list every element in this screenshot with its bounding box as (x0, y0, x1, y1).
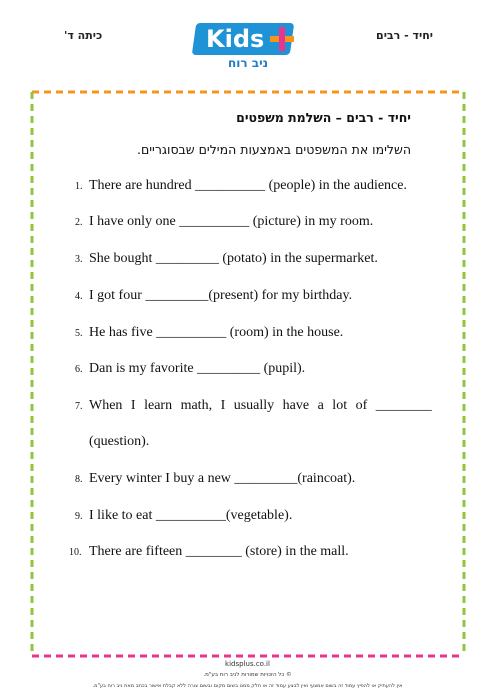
worksheet-title: יחיד - רבים – השלמת משפטים (236, 110, 411, 125)
question-4 (75, 287, 425, 306)
question-8 (75, 470, 425, 489)
question-text: She bought _________ (potato) in the supermarket. (89, 251, 378, 266)
question-text: Dan is my favorite _________ (pupil). (89, 361, 306, 376)
question-number: 7. (75, 401, 83, 412)
question-text: I have only one __________ (picture) in my room. (89, 214, 374, 229)
question-number: 2. (75, 217, 83, 228)
footer-site: kidsplus.co.il (225, 660, 270, 668)
question-2 (75, 213, 425, 232)
plus-icon (270, 27, 294, 51)
question-5 (75, 324, 425, 343)
question-text: Every winter I buy a new _________(raincoat). (89, 471, 356, 486)
question-number: 10. (69, 547, 82, 558)
logo-subtitle: ניב רוח (228, 56, 269, 70)
kidsplus-logo (190, 21, 310, 73)
class-label: כיתה ד' (64, 29, 103, 42)
question-number: 6. (75, 364, 83, 375)
question-1 (75, 177, 425, 196)
question-text: There are hundred __________ (people) in the audience. (89, 178, 407, 193)
question-text: When I learn math, I usually have a lot of ________ (89, 398, 432, 413)
question-number: 3. (75, 254, 83, 265)
question-7 (75, 397, 432, 416)
logo-word: Kids (206, 25, 265, 53)
question-text: There are fifteen ________ (store) in the mall. (89, 544, 349, 559)
question-number: 5. (75, 328, 83, 339)
question-10 (69, 543, 419, 562)
question-6 (75, 360, 425, 379)
topic-label: יחיד - רבים (376, 29, 433, 42)
question-3 (75, 250, 425, 269)
question-text: I like to eat __________(vegetable). (89, 508, 293, 523)
question-text-continuation: (question). (89, 434, 150, 449)
question-number: 1. (75, 181, 83, 192)
question-7-continuation (75, 433, 425, 451)
worksheet-instruction: השלימו את המשפטים באמצעות המילים שבסוגריים. (136, 142, 411, 157)
question-text: I got four _________(present) for my birthday. (89, 288, 353, 303)
footer-legal: אין להעתיק או להפיץ עמוד זה בשום אמצעי ואין לבצע עמוד זה או חלק ממנו בשום מקום ובשום צורה ללא קבלת אישור בכתב מאת ניב רוח בע"מ. (92, 683, 403, 689)
question-number: 4. (75, 291, 83, 302)
question-9 (75, 507, 425, 526)
question-text: He has five __________ (room) in the house. (89, 325, 344, 340)
question-number: 8. (75, 474, 83, 485)
footer-copyright: © כל הזכויות שמורות לניב רוח בע"מ. (203, 672, 292, 678)
question-number: 9. (75, 511, 83, 522)
